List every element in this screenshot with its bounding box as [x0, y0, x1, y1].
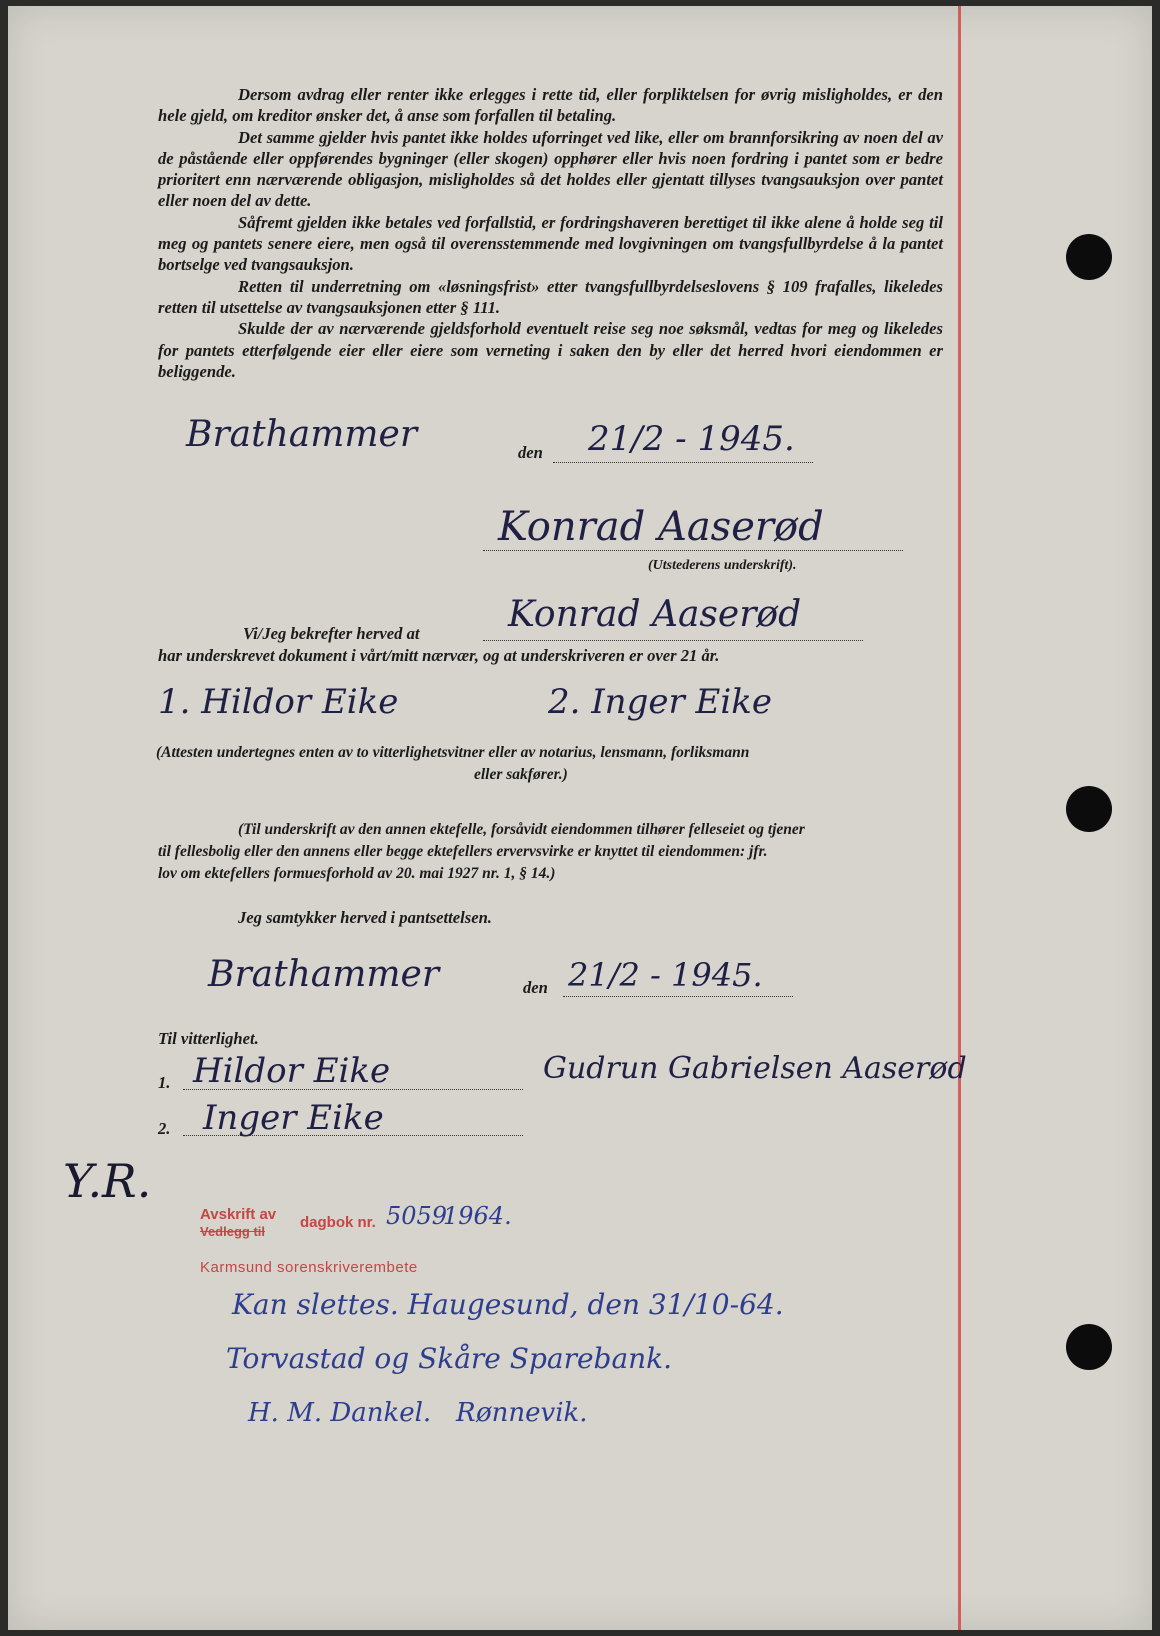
date-line — [563, 996, 793, 997]
attest-note: (Attesten undertegnes enten av to vitterlighetsvitner eller av notarius, lensmann, forliksmann — [156, 744, 750, 761]
stamp-line: Avskrift av — [200, 1206, 277, 1223]
paragraph: Det samme gjelder hvis pantet ikke holdes uforringet ved like, eller om brannforsikring av noen del av de påstående eller oppførendes bygninger (eller skogen) opphører eller hvis noen fordring i pantet som er bedre prioritert enn nærværende obligasjon, misligholdes så det holdes eller gjentatt tillyses tvangsauksjon over pantet eller noen del av dette. — [158, 127, 943, 211]
attest-witness-1: Hildor Eike — [193, 1051, 391, 1091]
signature-line — [483, 550, 903, 551]
margin-line — [958, 6, 961, 1630]
issuer-signature: Konrad Aaserød — [498, 504, 824, 550]
spouse-note: lov om ektefellers formuesforhold av 20. mai 1927 nr. 1, § 14.) — [158, 865, 556, 882]
stamp-office: Karmsund sorenskriverembete — [200, 1259, 418, 1276]
paragraph: Såfremt gjelden ikke betales ved forfallstid, er fordringshaveren berettiget til ikke alene å holde seg til meg og pantets senere eiere, men også til overensstemmende med lovgivningen om tvangsfullbyrdelse å la pantet bortselge ved tvangsauksjon. — [158, 212, 943, 275]
place-handwritten: Brathammer — [186, 414, 418, 455]
attestation-label: Til vitterlighet. — [158, 1029, 259, 1048]
spouse-signature: Gudrun Gabrielsen Aaserød — [543, 1051, 967, 1086]
attest-note: eller sakfører.) — [474, 766, 568, 783]
paragraph: Dersom avdrag eller renter ikke erlegges i rette tid, eller forpliktelsen for øvrig misligholdes, er den hele gjeld, om kreditor ønsker det, å anse som forfallen til betaling. — [158, 85, 943, 126]
place-handwritten: Brathammer — [208, 954, 440, 995]
annotation-line: Kan slettes. Haugesund, den 31/10-64. — [232, 1288, 784, 1321]
den-label: den — [523, 978, 548, 997]
confirm-text: har underskrevet dokument i vårt/mitt nærvær, og at underskriveren er over 21 år. — [158, 646, 720, 665]
stamp-line: Vedlegg til — [200, 1224, 266, 1239]
date-line — [553, 462, 813, 463]
attestation-number: 2. — [158, 1119, 171, 1138]
attestation-number: 1. — [158, 1073, 171, 1092]
punch-hole — [1066, 234, 1112, 280]
punch-hole — [1066, 786, 1112, 832]
paragraph: Retten til underretning om «løsningsfrist» etter tvangsfullbyrdelseslovens § 109 frafalles, likeledes retten til utsettelse av tvangsauksjonen etter § 111. — [158, 276, 943, 317]
margin-initials: Y.R. — [63, 1154, 152, 1208]
stamp-line: dagbok nr. — [300, 1214, 376, 1231]
confirm-line — [483, 640, 863, 641]
attest-witness-2: Inger Eike — [203, 1098, 384, 1138]
annotation-line: Torvastad og Skåre Sparebank. — [226, 1342, 673, 1375]
date-handwritten: 21/2 - 1945. — [588, 419, 795, 459]
body-text — [158, 84, 943, 382]
paragraph: Skulde der av nærværende gjeldsforhold eventuelt reise seg noe søksmål, vedtas for meg og likeledes for pantets etterfølgende eier eller eiere som verneting i saken den by eller det herred hvori eiendommen er beliggende. — [158, 319, 943, 381]
issuer-label: (Utstederens underskrift). — [648, 558, 797, 573]
witness-1-signature: 1. Hildor Eike — [158, 682, 399, 722]
witness-2-signature: 2. Inger Eike — [548, 682, 772, 722]
confirm-name-handwritten: Konrad Aaserød — [508, 594, 802, 635]
den-label: den — [518, 443, 543, 462]
journal-number: 5059 — [386, 1202, 448, 1230]
confirm-label: Vi/Jeg bekrefter herved at — [243, 624, 420, 643]
spouse-note: (Til underskrift av den annen ektefelle, forsåvidt eiendommen tilhører felleseiet og tjener — [238, 821, 805, 838]
spouse-note: til fellesbolig eller den annens eller begge ektefellers ervervsvirke er knyttet til eiendommen: jfr. — [158, 843, 768, 860]
punch-hole — [1066, 1324, 1112, 1370]
journal-year: 1964. — [443, 1202, 512, 1230]
annotation-line: H. M. Dankel. Rønnevik. — [248, 1398, 588, 1428]
document-page — [8, 6, 1152, 1630]
consent-text: Jeg samtykker herved i pantsettelsen. — [238, 908, 492, 927]
date-handwritten: 21/2 - 1945. — [568, 956, 763, 994]
